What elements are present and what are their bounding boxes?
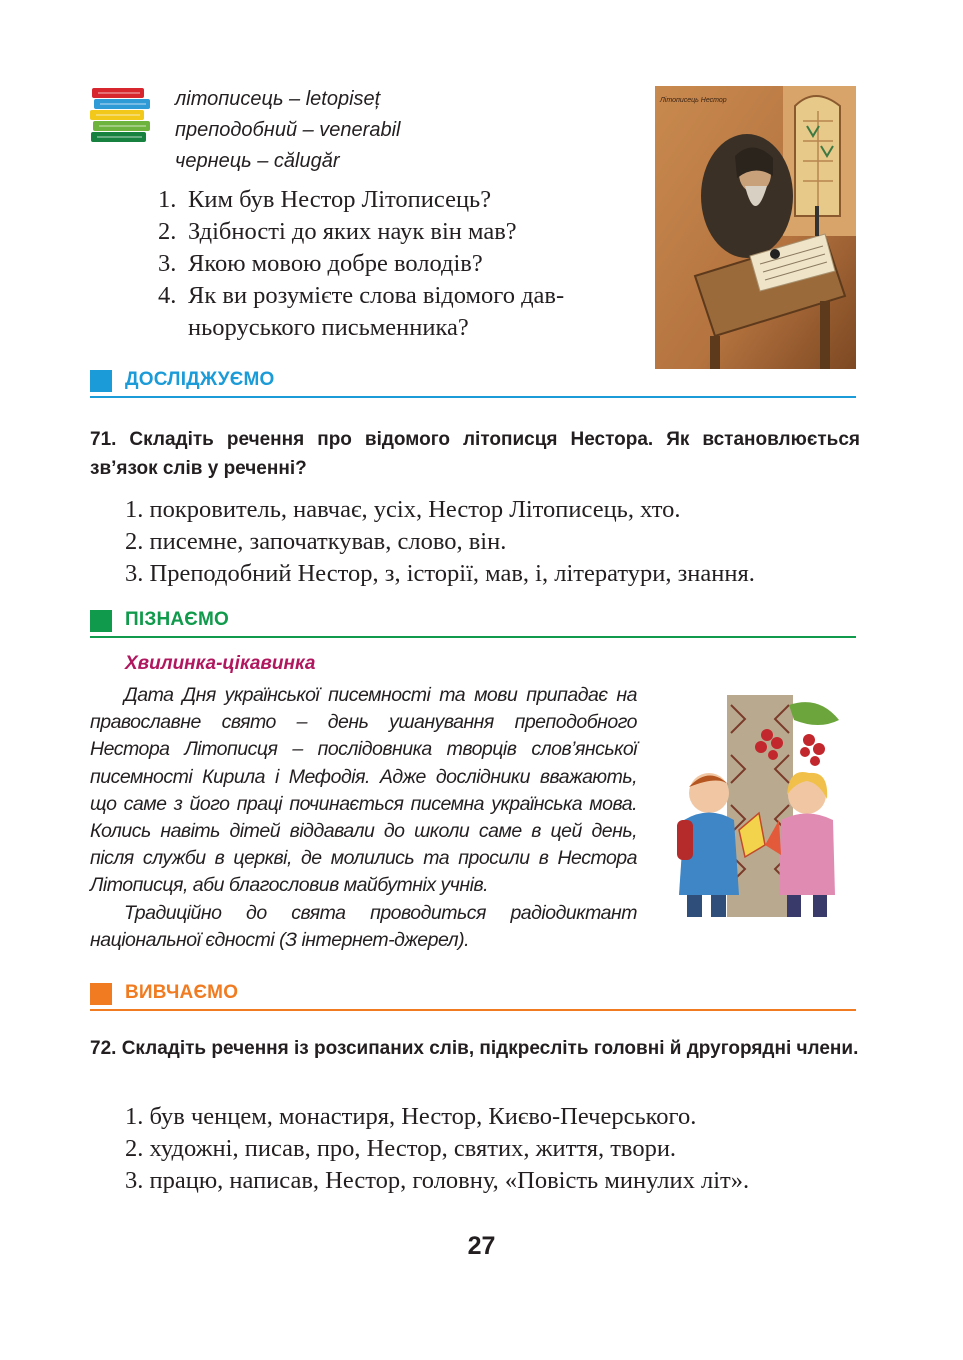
vocabulary-item: преподобний – venerabil: [175, 119, 401, 141]
section-divider: [90, 396, 856, 398]
fact-box-text: [90, 682, 637, 954]
section-header-study: [90, 979, 856, 1007]
question-item: 4. Як ви розумієте слова відомого давньоруського письменника?: [158, 282, 565, 341]
task-71-prompt: 71. Складіть речення про відомого літописця Нестора. Як встановлюється зв’язок слів у реченні?: [90, 429, 860, 479]
section-header-learn: [90, 606, 856, 634]
books-icon: [90, 86, 154, 144]
question-item: 3. Якою мовою добре володів?: [158, 250, 483, 277]
section-title: ДОСЛІДЖУЄМО: [125, 369, 275, 390]
section-divider: [90, 636, 856, 638]
page-number: 27: [467, 1232, 496, 1260]
list-item: 2. писемне, започаткував, слово, він.: [125, 528, 507, 555]
section-marker: [90, 610, 112, 632]
list-item: 1. покровитель, навчає, усіх, Нестор Літописець, хто.: [125, 496, 681, 523]
children-illustration: [669, 695, 845, 917]
section-title: ПІЗНАЄМО: [125, 609, 230, 630]
fact-paragraph: Традиційно до свята проводиться радіодиктант національної єдності (З інтернет-джерел).: [90, 901, 637, 951]
list-item: 3. працю, написав, Нестор, головну, «Повість минулих літ».: [125, 1167, 750, 1194]
vocabulary-list: [175, 84, 400, 177]
nestor-chronicler-illustration: [655, 86, 856, 369]
section-marker: [90, 983, 112, 1005]
section-divider: [90, 1009, 856, 1011]
section-title: ВИВЧАЄМО: [125, 982, 239, 1003]
fact-paragraph: Дата Дня української писемності та мови припадає на православне свято – день ушанування преподобного Нестора Літописця – послідовника творців слов’янської писемності Кирила і Мефодія. Адже дослідники вважають, що саме з його праці починається писемна українська мова. Колись навіть дітей віддавали до школи саме в цей день, після служби в церкві, де молились та просили в Нестора Літописця, аби благословив майбутніх учнів.: [90, 684, 637, 897]
fact-box-title: Хвилинка-цікавинка: [125, 653, 316, 674]
image-caption: Літописець Нестор: [660, 97, 727, 104]
task-71-list: [125, 494, 865, 590]
list-item: 1. був ченцем, монастиря, Нестор, Києво-Печерського.: [125, 1103, 697, 1130]
question-item: 2. Здібності до яких наук він мав?: [158, 218, 517, 245]
list-item: 2. художні, писав, про, Нестор, святих, життя, твори.: [125, 1135, 677, 1162]
vocabulary-item: чернець – călugăr: [175, 150, 340, 172]
task-72-prompt: 72. Складіть речення із розсипаних слів, підкресліть головні й другорядні члени.: [90, 1038, 859, 1059]
task-72-list: [125, 1101, 865, 1197]
list-item: 3. Преподобний Нестор, з, історії, мав, і, літератури, знання.: [125, 560, 755, 587]
section-header-research: [90, 366, 856, 394]
question-item: 1. Ким був Нестор Літописець?: [158, 186, 492, 213]
question-list: [158, 184, 648, 344]
section-marker: [90, 370, 112, 392]
vocabulary-item: літописець – letopiseț: [175, 88, 381, 110]
